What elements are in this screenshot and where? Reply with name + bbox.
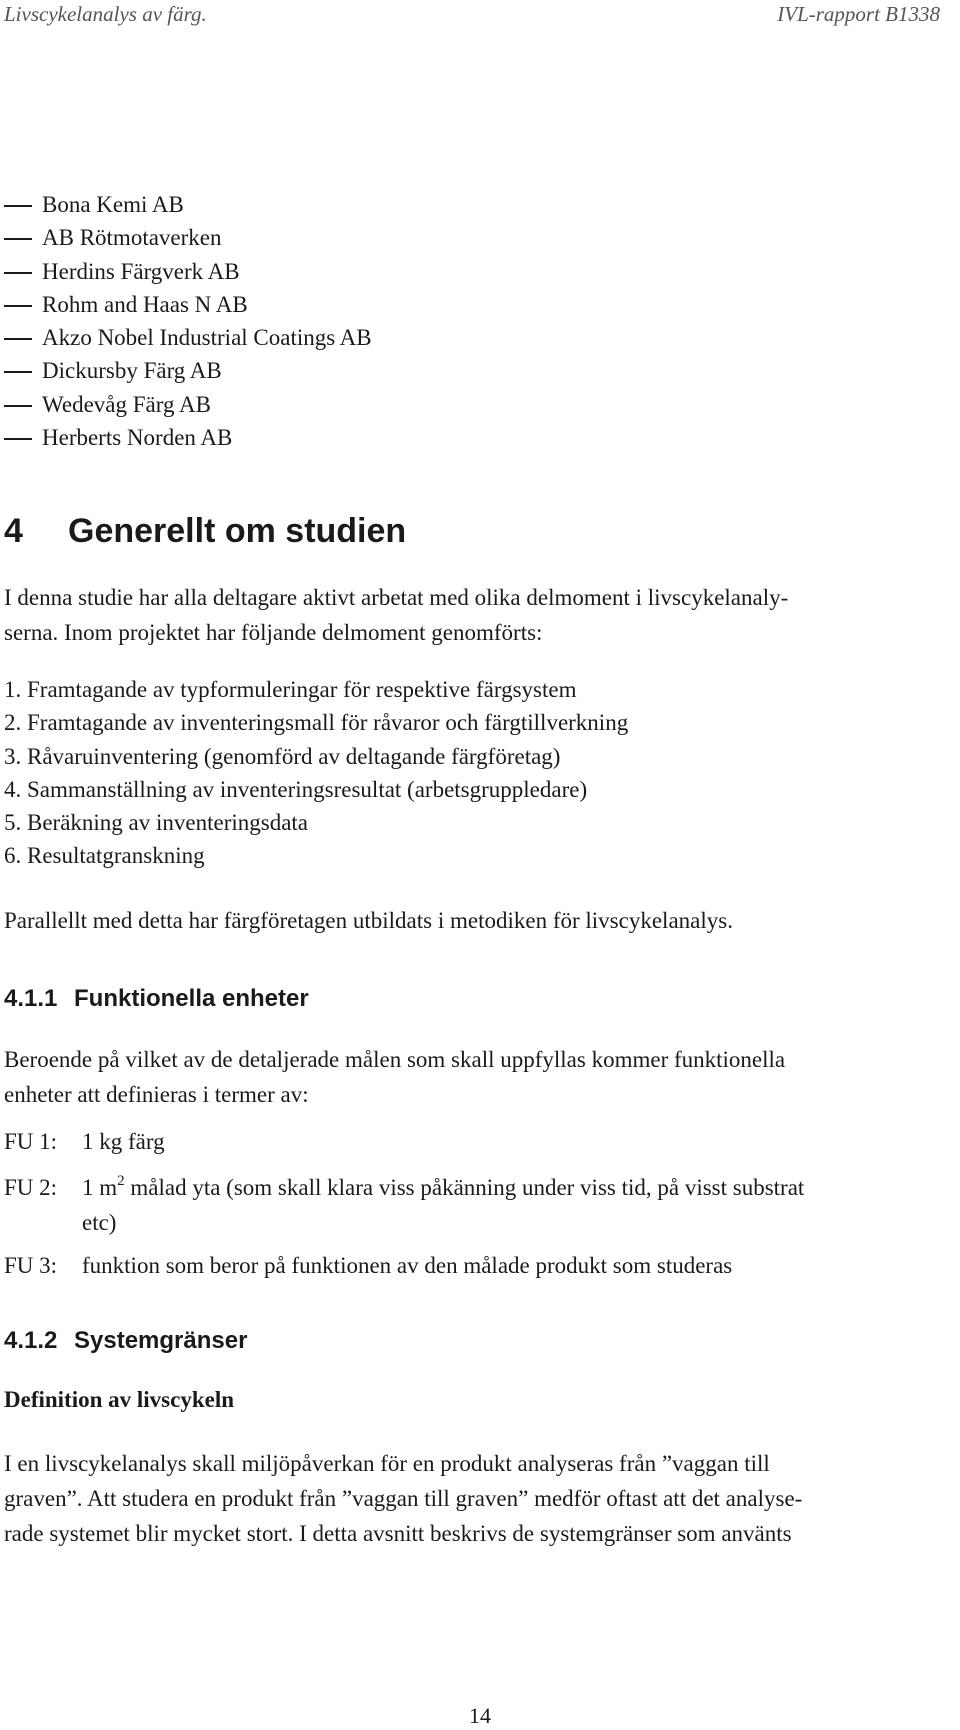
fu-label: FU 2: (4, 1175, 58, 1200)
fu-text: funktion som beror på funktionen av den målade produkt som studeras (82, 1253, 733, 1278)
header-document-title: Livscykelanalys av färg. (4, 2, 207, 26)
subsection-heading-functional-units: 4.1.1 Funktionella enheter (4, 985, 309, 1012)
list-item: 1. Framtagande av typformuleringar för respektive färgsystem (4, 677, 577, 702)
list-item: Dickursby Färg AB (4, 354, 934, 387)
fu-text: 1 kg färg (82, 1129, 165, 1154)
section-heading: 4 Generellt om studien (4, 512, 407, 550)
functional-units-paragraph: Beroende på vilket av de detaljerade målen som skall uppfyllas kommer funktionella enheter att definieras i termer av: (4, 1047, 786, 1107)
list-item: Herdins Färgverk AB (4, 255, 934, 288)
header-report-number: IVL-rapport B1338 (777, 2, 940, 26)
list-item: Rohm and Haas N AB (4, 288, 934, 321)
parallel-paragraph: Parallellt med detta har färgföretagen utbildats i metodiken för livscykelanalys. (4, 908, 733, 933)
list-item: Herberts Norden AB (4, 421, 934, 454)
fu-label: FU 3: (4, 1253, 58, 1278)
list-item: 5. Beräkning av inventeringsdata (4, 810, 309, 836)
list-item: Bona Kemi AB (4, 188, 934, 221)
work-steps-list (4, 673, 628, 873)
list-item: Wedevåg Färg AB (4, 388, 934, 421)
list-item: AB Rötmotaverken (4, 221, 934, 254)
subheading-lifecycle-definition: Definition av livscykeln (4, 1387, 235, 1412)
superscript: 2 (117, 1173, 125, 1189)
fu-label: FU 1: (4, 1129, 58, 1154)
list-item: 3. Råvaruinventering (genomförd av deltagande färgföretag) (4, 743, 561, 769)
body-text (4, 0, 934, 1730)
list-item: Akzo Nobel Industrial Coatings AB (4, 321, 934, 354)
page-number: 14 (469, 1703, 491, 1728)
list-item: 6. Resultatgranskning (4, 843, 205, 869)
section-intro-paragraph: I denna studie har alla deltagare aktivt arbetat med olika delmoment i livscykelanaly- serna. Inom projektet har följande delmoment genomförts: (4, 585, 789, 645)
fu-text: 1 $m^2$ målad yta (som skall klara viss påkänning under viss tid, på visst substrat etc) (82, 1173, 805, 1235)
lifecycle-paragraph: I en livscykelanalys skall miljöpåverkan för en produkt analyseras från ”vaggan till graven”. Att studera en produkt från ”vaggan till graven” medför oftast att det analyse- rade systemet blir mycket stort. I detta avsnitt beskrivs de systemgränser som använts (4, 1451, 803, 1546)
list-item: 2. Framtagande av inventeringsmall för råvaror och färgtillverkning (4, 710, 629, 736)
list-item: 4. Sammanställning av inventeringsresultat (arbetsgruppledare) (4, 776, 588, 802)
subsection-heading-system-boundaries: 4.1.2 Systemgränser (4, 1327, 248, 1354)
